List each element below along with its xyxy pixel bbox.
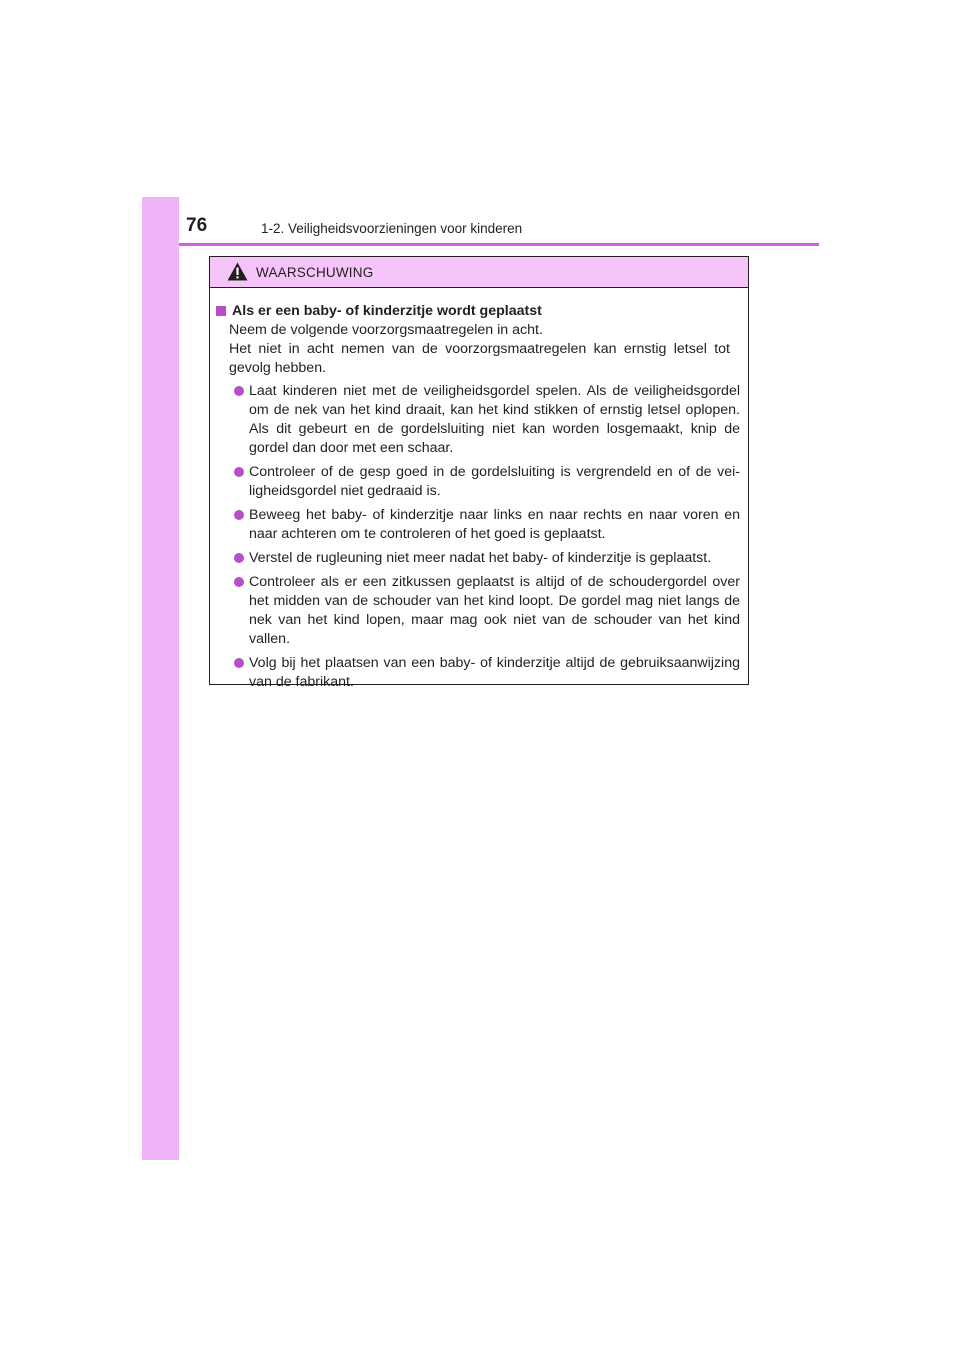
list-item — [216, 382, 740, 458]
warning-title: WAARSCHUWING — [256, 265, 374, 280]
bullet-text: Volg bij het plaatsen van een baby- of kinderzitje altijd de gebruiksaanwijzing van de fabrikant. — [249, 655, 740, 690]
warning-intro-line2: Het niet in acht nemen van de voorzorgsmaatregelen kan ernstig letsel tot gevolg hebben. — [229, 341, 730, 376]
bullet-text: Verstel de rugleuning niet meer nadat het baby- of kinderzitje is geplaatst. — [249, 550, 712, 566]
round-bullet-icon — [234, 467, 244, 477]
warning-triangle-icon — [227, 262, 248, 281]
warning-body — [210, 288, 748, 692]
warning-header — [210, 257, 748, 288]
chapter-side-tab — [142, 197, 179, 1160]
list-item — [216, 549, 740, 568]
page-number: 76 — [186, 215, 208, 236]
round-bullet-icon — [234, 553, 244, 563]
list-item — [216, 573, 740, 649]
warning-box — [209, 256, 749, 690]
section-title: 1-2. Veiligheidsvoorzieningen voor kinderen — [261, 221, 523, 236]
round-bullet-icon — [234, 658, 244, 668]
warning-subheading — [216, 302, 740, 321]
warning-intro-line1: Neem de volgende voorzorgsmaatregelen in acht. — [229, 322, 543, 338]
list-item — [216, 506, 740, 544]
header-divider — [179, 243, 819, 246]
bullet-text: Controleer als er een zitkussen geplaatst is altijd of de schoudergordel over het midden van de schouder van het kind loopt. De gordel mag niet langs de nek van het kind lopen, maar mag ook niet van de schouder van het kind vallen. — [249, 574, 740, 647]
bullet-text: Laat kinderen niet met de veiligheidsgordel spelen. Als de veiligheidsgordel om de nek van het kind draait, kan het kind stikken of ernstig letsel oplopen. Als dit gebeurt en de gordelsluiting niet kan worden losgemaakt, knip de gordel dan door met een schaar. — [249, 383, 740, 456]
square-bullet-icon — [216, 306, 226, 316]
bullet-text: Beweeg het baby- of kinderzitje naar links en naar rechts en naar voren en naar achteren om te controleren of het goed is geplaatst. — [249, 507, 740, 542]
round-bullet-icon — [234, 386, 244, 396]
warning-bullet-list — [216, 382, 740, 692]
list-item — [216, 654, 740, 692]
round-bullet-icon — [234, 510, 244, 520]
round-bullet-icon — [234, 577, 244, 587]
list-item — [216, 463, 740, 501]
bullet-text: Controleer of de gesp goed in de gordelsluiting is vergrendeld en of de veiligheidsgordel niet gedraaid is. — [249, 464, 740, 499]
warning-subheading-text: Als er een baby- of kinderzitje wordt geplaatst — [232, 303, 542, 319]
